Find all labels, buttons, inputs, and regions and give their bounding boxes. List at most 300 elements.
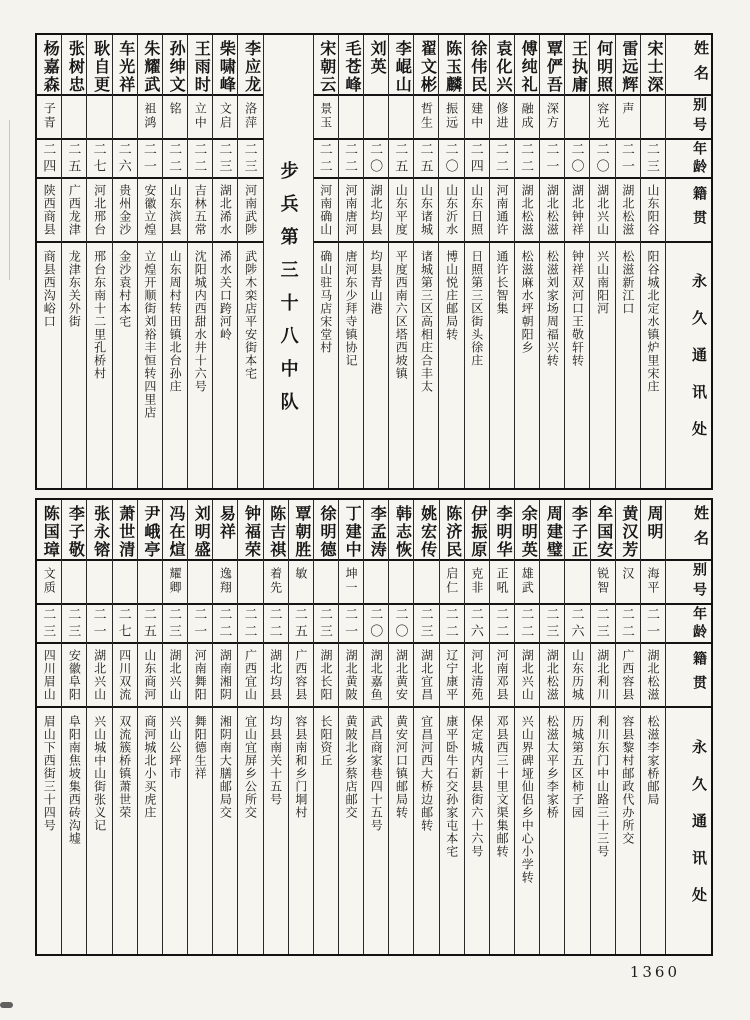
entry-alias-cell: 敏 — [289, 561, 313, 605]
entry-age-cell: 二〇 — [364, 140, 388, 179]
entry-age-cell: 二一 — [540, 140, 564, 179]
entry-alias-cell — [414, 561, 438, 605]
roster-entry-column — [514, 500, 539, 954]
header-column — [665, 35, 711, 488]
entry-age-cell: 二四 — [37, 140, 61, 179]
entry-address-cell: 武昌商家巷四十五号 — [369, 715, 384, 832]
header-column — [665, 500, 711, 954]
entry-age-cell: 二二 — [314, 140, 338, 179]
entry-name-cell: 萧世清 — [113, 500, 137, 561]
entry-name-cell: 雷远辉 — [616, 35, 640, 96]
roster-entry-column — [37, 35, 61, 488]
roster-entry-column — [338, 35, 363, 488]
entry-alias-cell: 文启 — [213, 96, 237, 140]
entry-alias-cell: 坤一 — [339, 561, 363, 605]
header-age: 年龄 — [666, 605, 711, 644]
entry-name-cell: 李明华 — [490, 500, 514, 561]
entry-origin-cell: 山东滨县 — [163, 179, 187, 243]
roster-entry-column — [187, 500, 212, 954]
entry-address-cell: 松滋刘家场周福兴转 — [545, 250, 560, 367]
entry-origin-cell: 辽宁康平 — [440, 644, 464, 708]
roster-entry-column — [464, 35, 489, 488]
entry-origin-cell: 湖北浠水 — [213, 179, 237, 243]
entry-alias-cell — [339, 96, 363, 140]
entry-age-cell: 二二 — [163, 140, 187, 179]
entry-age-cell: 二二 — [188, 140, 212, 179]
entry-name-cell: 陈吉祺 — [264, 500, 288, 561]
entry-address-cell: 康平卧牛石交孙家屯本宅 — [444, 715, 459, 858]
roster-entry-column — [61, 500, 86, 954]
roster-entry-column — [539, 35, 564, 488]
entry-name-cell: 覃俨吾 — [540, 35, 564, 96]
entry-alias-cell — [138, 561, 162, 605]
entry-alias-cell: 振远 — [439, 96, 463, 140]
entry-name-cell: 袁化兴 — [490, 35, 514, 96]
entry-address-cell: 松滋新江口 — [620, 250, 635, 315]
entry-origin-cell: 湖南湘阴 — [213, 644, 237, 708]
entry-address-cell: 通许长智集 — [494, 250, 509, 315]
unit-label-column — [263, 35, 313, 488]
entry-origin-cell: 安徽立煌 — [138, 179, 162, 243]
entry-name-cell: 柴啸峰 — [213, 35, 237, 96]
roster-entry-column — [288, 500, 313, 954]
entry-name-cell: 徐伟民 — [465, 35, 489, 96]
entry-name-cell: 王雨时 — [188, 35, 212, 96]
entry-name-cell: 毛苍峰 — [339, 35, 363, 96]
entry-origin-cell: 河南舞阳 — [188, 644, 212, 708]
entry-age-cell: 二三 — [641, 140, 665, 179]
roster-entry-column — [489, 35, 514, 488]
entry-age-cell: 二五 — [414, 140, 438, 179]
entry-alias-cell — [389, 96, 413, 140]
entry-age-cell: 二三 — [213, 140, 237, 179]
entry-origin-cell: 四川双流 — [113, 644, 137, 708]
entry-name-cell: 黄汉芳 — [616, 500, 640, 561]
roster-entry-column — [640, 35, 665, 488]
entry-origin-cell: 湖北松滋 — [616, 179, 640, 243]
unit-label: 步兵第三十八中队 — [278, 161, 299, 425]
roster-entry-column — [61, 35, 86, 488]
entry-name-cell: 周建璧 — [540, 500, 564, 561]
entry-alias-cell: 着先 — [264, 561, 288, 605]
roster-entry-column — [464, 500, 489, 954]
entry-address-cell: 邓县西三十里文渠集邮转 — [495, 715, 510, 858]
entry-age-cell: 二三 — [540, 605, 564, 644]
entry-alias-cell: 铭 — [163, 96, 187, 140]
entry-address-cell: 历城第五区柿子园 — [570, 715, 585, 819]
entry-alias-cell — [62, 96, 86, 140]
entry-name-cell: 丁建中 — [339, 500, 363, 561]
entry-address-cell: 均县青山港 — [369, 250, 384, 315]
entry-alias-cell: 景玉 — [314, 96, 338, 140]
entry-name-cell: 尹峨亭 — [138, 500, 162, 561]
entry-age-cell: 二二 — [490, 605, 514, 644]
entry-alias-cell: 容光 — [590, 96, 614, 140]
entry-address-cell: 沈阳城内西甜水井十六号 — [193, 250, 208, 393]
entry-age-cell: 二二 — [264, 605, 288, 644]
entry-name-cell: 钟福荣 — [238, 500, 262, 561]
header-name: 姓名 — [666, 500, 711, 561]
entry-address-cell: 双流簇桥镇萧世荣 — [117, 715, 132, 819]
entry-address-cell: 山东周村转田镇北台孙庄 — [168, 250, 183, 393]
roster-entry-column — [112, 35, 137, 488]
entry-age-cell: 二五 — [62, 140, 86, 179]
entry-alias-cell: 文质 — [37, 561, 61, 605]
entry-age-cell: 二三 — [62, 605, 86, 644]
entry-address-cell: 舞阳德生祥 — [193, 715, 208, 780]
entry-name-cell: 李子敬 — [62, 500, 86, 561]
entry-name-cell: 张永镕 — [87, 500, 111, 561]
entry-alias-cell — [87, 96, 111, 140]
entry-alias-cell — [540, 561, 564, 605]
scan-mark — [0, 1002, 13, 1008]
entry-name-cell: 何明照 — [590, 35, 614, 96]
entry-address-cell: 长阳资丘 — [318, 715, 333, 767]
entry-name-cell: 刘英 — [364, 35, 388, 96]
entry-alias-cell: 汉 — [616, 561, 640, 605]
entry-alias-cell: 海平 — [641, 561, 665, 605]
entry-name-cell: 李子正 — [565, 500, 589, 561]
entry-address-cell: 商县西沟峪口 — [42, 250, 57, 328]
roster-entry-column — [237, 500, 262, 954]
entry-address-cell: 兴山城中山街张义记 — [92, 715, 107, 832]
entry-address-cell: 兴山南阳河 — [595, 250, 610, 315]
entry-age-cell: 二六 — [113, 140, 137, 179]
entry-name-cell: 耿自更 — [87, 35, 111, 96]
roster-entry-column — [363, 500, 388, 954]
entry-name-cell: 冯在煊 — [163, 500, 187, 561]
header-origin: 籍贯 — [666, 644, 711, 708]
entry-origin-cell: 河北邢台 — [87, 179, 111, 243]
entry-name-cell: 姚宏传 — [414, 500, 438, 561]
entry-name-cell: 张树忠 — [62, 35, 86, 96]
entry-name-cell: 陈玉麟 — [439, 35, 463, 96]
entry-origin-cell: 山东阳谷 — [641, 179, 665, 243]
entry-origin-cell: 湖北宜昌 — [414, 644, 438, 708]
roster-entry-column — [86, 500, 111, 954]
header-origin: 籍贯 — [666, 179, 711, 243]
entry-age-cell: 二〇 — [439, 140, 463, 179]
entry-age-cell: 二三 — [37, 605, 61, 644]
entry-age-cell: 二〇 — [565, 140, 589, 179]
entry-name-cell: 韩志恢 — [389, 500, 413, 561]
entry-name-cell: 李应龙 — [238, 35, 262, 96]
roster-entry-column — [263, 500, 288, 954]
entry-address-cell: 松滋太平乡李家桥 — [545, 715, 560, 819]
entry-origin-cell: 安徽阜阳 — [62, 644, 86, 708]
entry-origin-cell: 广西容县 — [616, 644, 640, 708]
entry-address-cell: 日照第三区街头徐庄 — [469, 250, 484, 367]
entry-age-cell: 二〇 — [364, 605, 388, 644]
entry-alias-cell — [113, 561, 137, 605]
roster-entry-column — [640, 500, 665, 954]
roster-entry-column — [388, 35, 413, 488]
entry-origin-cell: 河南邓县 — [490, 644, 514, 708]
entry-origin-cell: 广西宜山 — [238, 644, 262, 708]
entry-name-cell: 朱耀武 — [138, 35, 162, 96]
header-alias: 别号 — [666, 96, 711, 140]
entry-alias-cell — [314, 561, 338, 605]
entry-origin-cell: 湖北兴山 — [515, 644, 539, 708]
entry-address-cell: 兴山公坪市 — [168, 715, 183, 780]
entry-alias-cell: 深方 — [540, 96, 564, 140]
entry-address-cell: 龙津东关外街 — [67, 250, 82, 328]
entry-origin-cell: 湖北松滋 — [540, 644, 564, 708]
entry-origin-cell: 山东诸城 — [414, 179, 438, 243]
roster-entry-column — [589, 35, 614, 488]
entry-alias-cell — [364, 96, 388, 140]
entry-alias-cell — [87, 561, 111, 605]
roster-entry-column — [413, 35, 438, 488]
entry-address-cell: 宜山宜屏乡公所交 — [243, 715, 258, 819]
entry-origin-cell: 湖北松滋 — [515, 179, 539, 243]
entry-name-cell: 杨嘉森 — [37, 35, 61, 96]
entry-address-cell: 确山驻马店宋堂村 — [318, 250, 333, 354]
roster-entry-column — [86, 35, 111, 488]
entry-age-cell: 二五 — [289, 605, 313, 644]
entry-origin-cell: 山东历城 — [565, 644, 589, 708]
entry-origin-cell: 四川眉山 — [37, 644, 61, 708]
entry-alias-cell — [641, 96, 665, 140]
entry-address-cell: 诸城第三区高相庄合丰太 — [419, 250, 434, 393]
roster-entry-column — [212, 35, 237, 488]
entry-origin-cell: 山东沂水 — [439, 179, 463, 243]
entry-age-cell: 二二 — [616, 605, 640, 644]
header-alias: 别号 — [666, 561, 711, 605]
entry-age-cell: 二二 — [213, 605, 237, 644]
entry-name-cell: 陈国璋 — [37, 500, 61, 561]
entry-age-cell: 二三 — [414, 605, 438, 644]
entry-age-cell: 二四 — [465, 140, 489, 179]
entry-age-cell: 二六 — [465, 605, 489, 644]
entry-alias-cell — [62, 561, 86, 605]
entry-address-cell: 黄陂北乡蔡店邮交 — [344, 715, 359, 819]
entry-alias-cell: 克非 — [465, 561, 489, 605]
entry-address-cell: 兴山界碑垭仙侣乡中心小学转 — [520, 715, 535, 884]
entry-name-cell: 李孟涛 — [364, 500, 388, 561]
header-address: 永久通讯处 — [690, 738, 706, 924]
entry-age-cell: 二一 — [188, 605, 212, 644]
roster-entry-column — [413, 500, 438, 954]
entry-alias-cell — [238, 561, 262, 605]
roster-entry-column — [137, 35, 162, 488]
entry-name-cell: 孙绅文 — [163, 35, 187, 96]
entry-age-cell: 二二 — [515, 140, 539, 179]
entry-name-cell: 易祥 — [213, 500, 237, 561]
entry-address-cell: 松滋李家桥邮局 — [646, 715, 660, 806]
entry-address-cell: 浠水关口跨河岭 — [218, 250, 233, 341]
roster-entry-column — [514, 35, 539, 488]
entry-alias-cell: 哲生 — [414, 96, 438, 140]
entry-age-cell: 二五 — [389, 140, 413, 179]
entry-name-cell: 覃朝胜 — [289, 500, 313, 561]
entry-alias-cell: 启仁 — [440, 561, 464, 605]
entry-origin-cell: 吉林五常 — [188, 179, 212, 243]
entry-address-cell: 保定城内新县街六十六号 — [469, 715, 484, 858]
entry-origin-cell: 湖北兴山 — [163, 644, 187, 708]
entry-address-cell: 宜昌河西大桥边邮转 — [419, 715, 434, 832]
entry-origin-cell: 湖北兴山 — [590, 179, 614, 243]
entry-age-cell: 二六 — [565, 605, 589, 644]
roster-entry-column — [338, 500, 363, 954]
roster-entry-column — [313, 35, 338, 488]
entry-age-cell: 二一 — [641, 605, 665, 644]
entry-origin-cell: 山东日照 — [465, 179, 489, 243]
entry-origin-cell: 山东平度 — [389, 179, 413, 243]
entry-origin-cell: 湖北松滋 — [641, 644, 665, 708]
entry-origin-cell: 河北清苑 — [465, 644, 489, 708]
entry-address-cell: 容县黎村邮政代办所交 — [620, 715, 635, 845]
entry-address-cell: 武陟木栾店平安街本宅 — [243, 250, 258, 380]
entry-origin-cell: 陕西商县 — [37, 179, 61, 243]
entry-alias-cell — [565, 561, 589, 605]
entry-origin-cell: 湖北兴山 — [87, 644, 111, 708]
entry-address-cell: 金沙袁村本宅 — [117, 250, 132, 328]
entry-age-cell: 二二 — [238, 605, 262, 644]
roster-entry-column — [590, 500, 615, 954]
page-number: 1360 — [629, 963, 680, 981]
entry-origin-cell: 山东商河 — [138, 644, 162, 708]
entry-name-cell: 徐明德 — [314, 500, 338, 561]
entry-address-cell: 博山悦庄邮局转 — [444, 250, 459, 341]
entry-address-cell: 利川东门中山路三十三号 — [595, 715, 610, 858]
scan-edge-line — [9, 120, 10, 280]
entry-age-cell: 二二 — [440, 605, 464, 644]
entry-origin-cell: 湖北嘉鱼 — [364, 644, 388, 708]
roster-entry-column — [439, 500, 464, 954]
entry-alias-cell: 建中 — [465, 96, 489, 140]
roster-table-bottom — [35, 498, 713, 956]
entry-name-cell: 傅纯礼 — [515, 35, 539, 96]
entry-origin-cell: 湖北钟祥 — [565, 179, 589, 243]
entry-age-cell: 二三 — [591, 605, 615, 644]
entry-origin-cell: 湖北黄安 — [389, 644, 413, 708]
entry-address-cell: 均县南关十五号 — [268, 715, 283, 806]
entry-origin-cell: 广西容县 — [289, 644, 313, 708]
entry-alias-cell — [389, 561, 413, 605]
entry-address-cell: 湘阴南大膳邮局交 — [218, 715, 233, 819]
roster-entry-column — [489, 500, 514, 954]
entry-origin-cell: 湖北松滋 — [540, 179, 564, 243]
roster-entry-column — [313, 500, 338, 954]
roster-entry-column — [162, 500, 187, 954]
header-age: 年龄 — [666, 140, 711, 179]
entry-alias-cell: 雄武 — [515, 561, 539, 605]
entry-alias-cell — [188, 561, 212, 605]
roster-entry-column — [137, 500, 162, 954]
entry-origin-cell: 湖北均县 — [264, 644, 288, 708]
entry-name-cell: 牟国安 — [591, 500, 615, 561]
entry-address-cell: 钟祥双河口王敬轩转 — [570, 250, 585, 367]
entry-age-cell: 二〇 — [590, 140, 614, 179]
entry-alias-cell: 正吼 — [490, 561, 514, 605]
header-name: 姓名 — [666, 35, 711, 96]
entry-name-cell: 王执庸 — [565, 35, 589, 96]
entry-alias-cell — [113, 96, 137, 140]
entry-alias-cell — [565, 96, 589, 140]
entry-alias-cell — [364, 561, 388, 605]
entry-address-cell: 容县南和乡门垌村 — [293, 715, 308, 819]
entry-alias-cell: 修进 — [490, 96, 514, 140]
entry-age-cell: 二三 — [238, 140, 262, 179]
entry-alias-cell: 洛萍 — [238, 96, 262, 140]
entry-alias-cell: 祖鸿 — [138, 96, 162, 140]
roster-entry-column — [388, 500, 413, 954]
entry-origin-cell: 河南确山 — [314, 179, 338, 243]
entry-address-cell: 眉山下西街三十四号 — [42, 715, 57, 832]
roster-entry-column — [363, 35, 388, 488]
entry-address-cell: 商河城北小买虎庄 — [142, 715, 157, 819]
entry-name-cell: 陈济民 — [440, 500, 464, 561]
entry-origin-cell: 湖北长阳 — [314, 644, 338, 708]
entry-age-cell: 二七 — [87, 140, 111, 179]
header-address: 永久通讯处 — [690, 273, 706, 458]
entry-address-cell: 邢台东南十二里孔桥村 — [92, 250, 107, 380]
entry-name-cell: 余明英 — [515, 500, 539, 561]
entry-origin-cell: 湖北利川 — [591, 644, 615, 708]
entry-alias-cell: 锐智 — [591, 561, 615, 605]
entry-origin-cell: 河南武陟 — [238, 179, 262, 243]
entry-alias-cell: 立中 — [188, 96, 212, 140]
entry-name-cell: 伊振原 — [465, 500, 489, 561]
entry-address-cell: 唐河东少拜寺镇协记 — [343, 250, 358, 367]
entry-origin-cell: 湖北黄陂 — [339, 644, 363, 708]
entry-age-cell: 二七 — [113, 605, 137, 644]
entry-address-cell: 阜阳南焦坡集西砖沟墟 — [67, 715, 82, 845]
entry-name-cell: 车光祥 — [113, 35, 137, 96]
entry-origin-cell: 河南唐河 — [339, 179, 363, 243]
roster-entry-column — [237, 35, 262, 488]
roster-entry-column — [438, 35, 463, 488]
roster-entry-column — [539, 500, 564, 954]
entry-name-cell: 李崐山 — [389, 35, 413, 96]
entry-name-cell: 宋朝云 — [314, 35, 338, 96]
entry-age-cell: 二一 — [339, 605, 363, 644]
entry-origin-cell: 湖北均县 — [364, 179, 388, 243]
entry-alias-cell: 融成 — [515, 96, 539, 140]
roster-entry-column — [112, 500, 137, 954]
entry-age-cell: 二三 — [314, 605, 338, 644]
entry-name-cell: 翟文彬 — [414, 35, 438, 96]
entry-name-cell: 宋士深 — [641, 35, 665, 96]
entry-origin-cell: 广西龙津 — [62, 179, 86, 243]
entry-origin-cell: 河南通许 — [490, 179, 514, 243]
roster-entry-column — [615, 35, 640, 488]
entry-name-cell: 刘明盛 — [188, 500, 212, 561]
entry-age-cell: 二一 — [138, 140, 162, 179]
roster-entry-column — [564, 500, 589, 954]
roster-table-top — [35, 33, 713, 490]
entry-alias-cell: 子青 — [37, 96, 61, 140]
roster-entry-column — [564, 35, 589, 488]
entry-alias-cell: 耀卿 — [163, 561, 187, 605]
entry-age-cell: 二二 — [515, 605, 539, 644]
entry-age-cell: 二三 — [163, 605, 187, 644]
roster-entry-column — [37, 500, 61, 954]
entry-age-cell: 二一 — [616, 140, 640, 179]
entry-address-cell: 阳谷城北定水镇炉里宋庄 — [646, 250, 660, 393]
roster-entry-column — [187, 35, 212, 488]
entry-age-cell: 二一 — [87, 605, 111, 644]
entry-age-cell: 二二 — [339, 140, 363, 179]
roster-entry-column — [162, 35, 187, 488]
entry-address-cell: 立煌开顺街刘裕丰恒转四里店 — [142, 250, 157, 419]
entry-address-cell: 松滋麻水坪朝阳乡 — [520, 250, 535, 354]
entry-age-cell: 二〇 — [389, 605, 413, 644]
roster-entry-column — [212, 500, 237, 954]
entry-age-cell: 二二 — [490, 140, 514, 179]
entry-address-cell: 黄安河口镇邮局转 — [394, 715, 409, 819]
